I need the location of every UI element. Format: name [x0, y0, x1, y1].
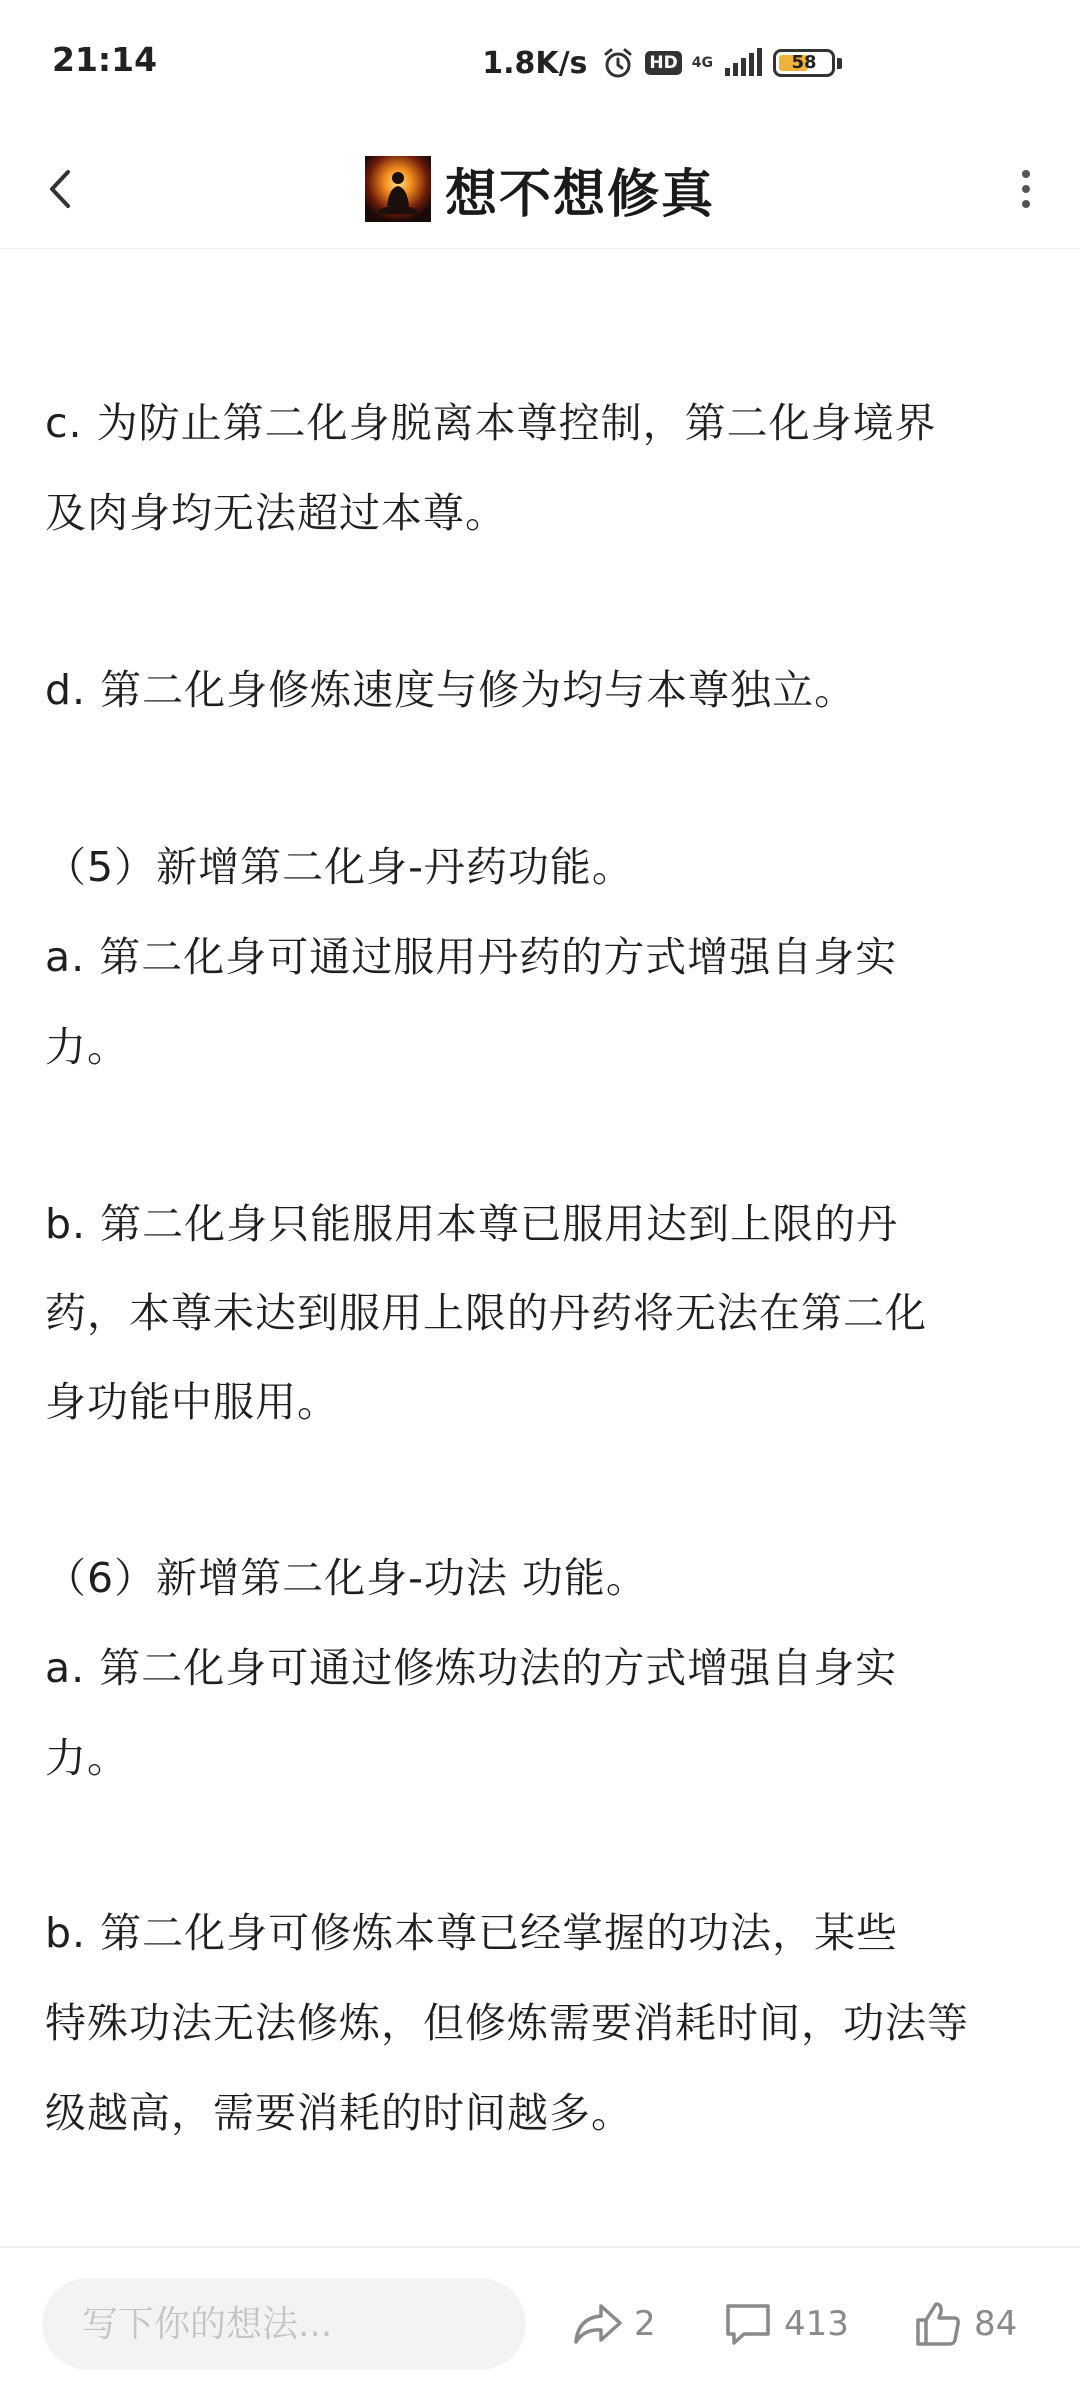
article-line: b. 第二化身只能服用本尊已服用达到上限的丹	[45, 1200, 899, 1248]
status-icons	[482, 40, 842, 86]
top-nav-bar	[0, 130, 1080, 249]
article-line: b. 第二化身可修炼本尊已经掌握的功法，某些	[45, 1909, 899, 1957]
bottom-action-bar	[0, 2246, 1080, 2402]
article-line: （6）新增第二化身-功法 功能。	[45, 1554, 648, 1602]
article-line: 力。	[45, 1734, 129, 1782]
battery-level: 58	[791, 52, 817, 73]
status-bar	[0, 0, 1080, 130]
network-type: 4G	[691, 55, 713, 71]
hd-badge: HD	[645, 51, 681, 75]
share-icon	[572, 2298, 624, 2350]
thumbs-up-icon	[912, 2298, 964, 2350]
clock: 21:14	[52, 40, 158, 79]
battery-icon	[773, 49, 835, 77]
article-content	[0, 180, 1080, 2240]
app-logo-icon	[365, 156, 431, 222]
like-button[interactable]	[912, 2292, 1017, 2356]
article-line: 级越高，需要消耗的时间越多。	[45, 2089, 633, 2137]
article-line: d. 第二化身修炼速度与修为均与本尊独立。	[45, 666, 857, 714]
nav-title-group	[0, 130, 1080, 248]
page-title: 想不想修真	[444, 164, 715, 225]
article-line: 特殊功法无法修炼，但修炼需要消耗时间，功法等	[45, 1999, 969, 2047]
article-line: 身功能中服用。	[45, 1378, 339, 1426]
article-line: 药，本尊未达到服用上限的丹药将无法在第二化	[45, 1289, 927, 1337]
article-line: 力。	[45, 1023, 129, 1071]
article-line: c. 为防止第二化身脱离本尊控制，第二化身境界	[45, 399, 937, 447]
network-speed: 1.8K/s	[482, 45, 588, 81]
comment-icon	[722, 2298, 774, 2350]
article-line: （5）新增第二化身-丹药功能。	[45, 843, 634, 891]
article-line: 及肉身均无法超过本尊。	[45, 489, 507, 537]
article-line: a. 第二化身可通过服用丹药的方式增强自身实	[45, 933, 898, 981]
article-line: a. 第二化身可通过修炼功法的方式增强自身实	[45, 1644, 898, 1692]
more-vertical-icon[interactable]	[1006, 166, 1046, 212]
comment-button[interactable]	[722, 2292, 849, 2356]
alarm-icon	[601, 46, 635, 80]
like-count: 84	[974, 2304, 1018, 2344]
share-count: 2	[634, 2304, 656, 2344]
comment-input[interactable]	[42, 2278, 526, 2370]
signal-icon	[723, 48, 763, 78]
comment-count: 413	[784, 2304, 849, 2344]
share-button[interactable]	[572, 2292, 656, 2356]
battery-cap	[837, 58, 842, 69]
